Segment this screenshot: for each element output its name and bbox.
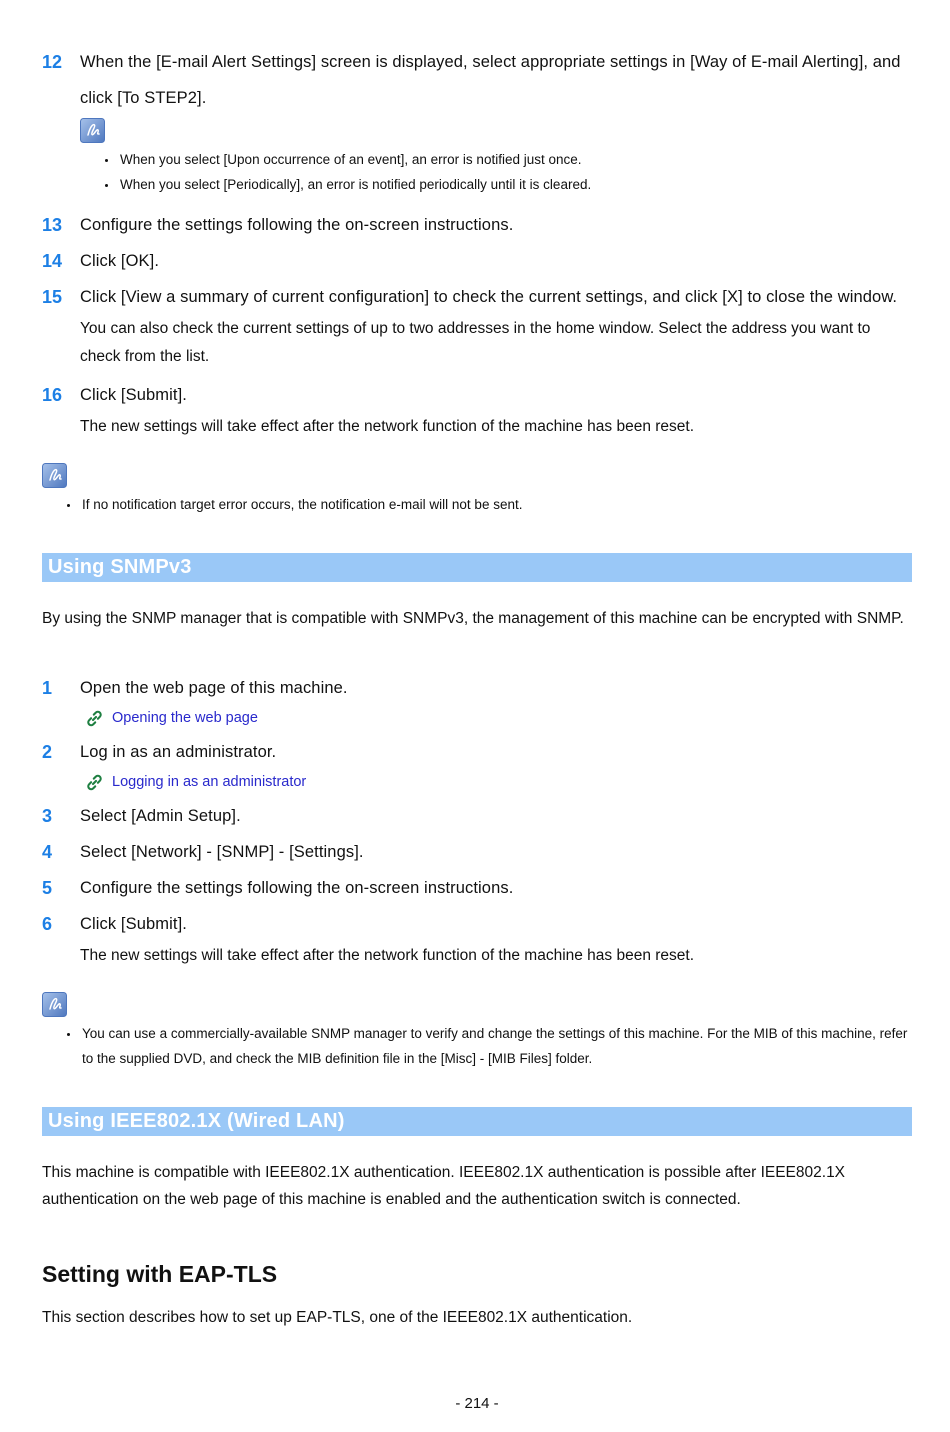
step-number: 6 bbox=[42, 914, 53, 934]
step-number: 2 bbox=[42, 742, 53, 762]
note-bullet-list bbox=[42, 492, 912, 517]
step-number: 14 bbox=[42, 251, 63, 271]
step-14 bbox=[42, 243, 912, 279]
memo-pencil-icon bbox=[80, 118, 105, 143]
step-text: Configure the settings following the on-screen instructions. bbox=[80, 216, 514, 234]
step-detail: The new settings will take effect after the network function of the machine has been reset. bbox=[80, 947, 695, 964]
step-number: 13 bbox=[42, 215, 63, 235]
note-bullet: • When you select [Periodically], an error is notified periodically until it is cleared. bbox=[118, 172, 912, 197]
note-block bbox=[42, 992, 912, 1071]
step-3 bbox=[42, 798, 912, 834]
note-block bbox=[42, 463, 912, 517]
step-1 bbox=[42, 670, 912, 734]
step-detail: You can also check the current settings of up to two addresses in the home window. Select the address you want to check from the list. bbox=[80, 320, 871, 365]
step-6 bbox=[42, 906, 912, 976]
subsection-heading-eap-tls: Setting with EAP-TLS bbox=[42, 1261, 278, 1287]
step-number: 4 bbox=[42, 842, 53, 862]
step-number: 16 bbox=[42, 385, 63, 405]
step-text: Select [Network] - [SNMP] - [Settings]. bbox=[80, 843, 364, 861]
memo-pencil-icon bbox=[42, 992, 67, 1017]
step-16 bbox=[42, 377, 912, 447]
note-bullet-list bbox=[80, 147, 912, 197]
note-bullet: • If no notification target error occurs, the notification e-mail will not be sent. bbox=[80, 492, 912, 517]
step-text: Click [Submit]. bbox=[80, 915, 187, 933]
step-text: When the [E-mail Alert Settings] screen is displayed, select appropriate settings in [Way of E-mail Alerting], and click [To STEP2]. bbox=[80, 53, 901, 107]
page-number: - 214 - bbox=[455, 1395, 499, 1412]
chain-link-icon bbox=[86, 710, 103, 727]
link-logging-in-admin[interactable] bbox=[86, 770, 912, 794]
step-4 bbox=[42, 834, 912, 870]
step-text: Click [OK]. bbox=[80, 252, 160, 270]
step-13 bbox=[42, 207, 912, 243]
note-bullet: • You can use a commercially-available SNMP manager to verify and change the settings of this machine. For the MIB of this machine, refer to the supplied DVD, and check the MIB definition file in the [Misc] - [MIB Files] folder. bbox=[80, 1021, 912, 1071]
chain-link-icon bbox=[86, 774, 103, 791]
step-text: Open the web page of this machine. bbox=[80, 679, 348, 697]
section-header-snmpv3: Using SNMPv3 bbox=[42, 553, 912, 582]
note-bullet-list bbox=[42, 1021, 912, 1071]
step-number: 1 bbox=[42, 678, 53, 698]
link-label: Opening the web page bbox=[112, 710, 258, 726]
step-detail: The new settings will take effect after the network function of the machine has been reset. bbox=[80, 418, 695, 435]
link-opening-web-page[interactable] bbox=[86, 706, 912, 730]
section-intro: This machine is compatible with IEEE802.1X authentication. IEEE802.1X authentication is possible after IEEE802.1X authentication on the web page of this machine is enabled and the authentication switch is connected. bbox=[42, 1164, 846, 1208]
section-intro: By using the SNMP manager that is compatible with SNMPv3, the management of this machine can be encrypted with SNMP. bbox=[42, 610, 904, 627]
step-15 bbox=[42, 279, 912, 377]
link-label: Logging in as an administrator bbox=[112, 774, 307, 790]
snmpv3-steps bbox=[42, 670, 912, 976]
memo-pencil-icon bbox=[42, 463, 67, 488]
step-number: 3 bbox=[42, 806, 53, 826]
step-number: 5 bbox=[42, 878, 53, 898]
step-5 bbox=[42, 870, 912, 906]
step-12 bbox=[42, 44, 912, 207]
step-text: Configure the settings following the on-screen instructions. bbox=[80, 879, 514, 897]
step-text: Select [Admin Setup]. bbox=[80, 807, 241, 825]
subsection-intro: This section describes how to set up EAP-TLS, one of the IEEE802.1X authentication. bbox=[42, 1309, 633, 1326]
step-2 bbox=[42, 734, 912, 798]
note-bullet: • When you select [Upon occurrence of an event], an error is notified just once. bbox=[118, 147, 912, 172]
section-header-ieee8021x: Using IEEE802.1X (Wired LAN) bbox=[42, 1107, 912, 1136]
step-text: Log in as an administrator. bbox=[80, 743, 277, 761]
step-text: Click [Submit]. bbox=[80, 386, 187, 404]
step-number: 15 bbox=[42, 287, 63, 307]
step-text: Click [View a summary of current configuration] to check the current settings, and click [X] to close the window. bbox=[80, 288, 898, 306]
step-number: 12 bbox=[42, 52, 63, 72]
